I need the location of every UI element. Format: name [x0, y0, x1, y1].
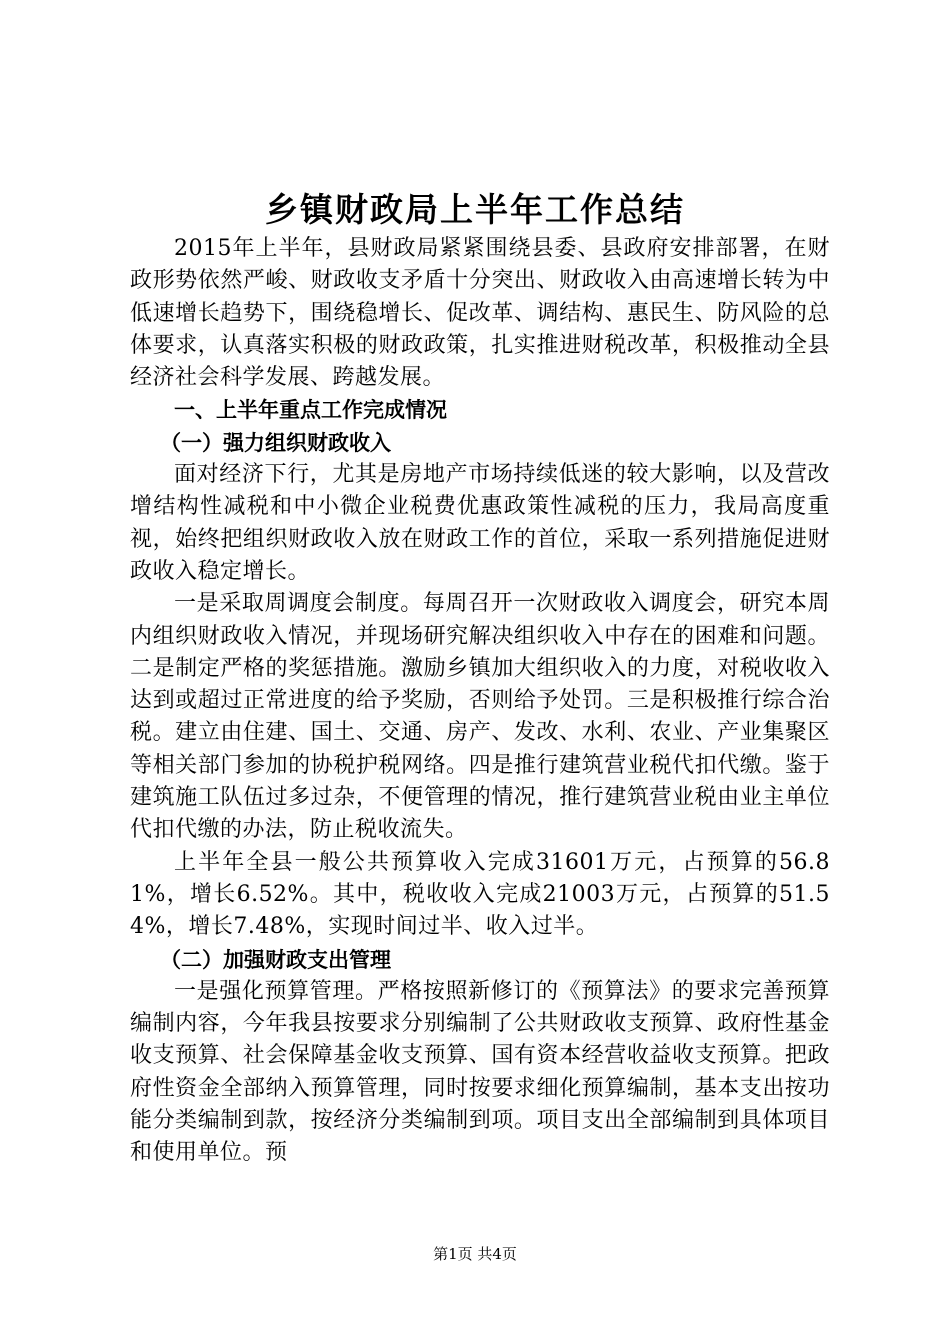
subsection-heading-1: （一）强力组织财政收入 — [160, 430, 391, 455]
document-title: 乡镇财政局上半年工作总结 — [265, 190, 685, 229]
subsection-heading-2: （二）加强财政支出管理 — [160, 947, 391, 972]
paragraph-revenue-measures: 一是采取周调度会制度。每周召开一次财政收入调度会，研究本周内组织财政收入情况，并现场研究解决组织收入中存在的困难和问题。二是制定严格的奖惩措施。激励乡镇加大组织收入的力度，对税收收入达到或超过正常进度的给予奖励，否则给予处罚。三是积极推行综合治税。建立由住建、国土、交通、房产、发改、水利、农业、产业集聚区等相关部门参加的协税护税网络。四是推行建筑营业税代扣代缴。鉴于建筑施工队伍过多过杂，不便管理的情况，推行建筑营业税由业主单位代扣代缴的办法，防止税收流失。 — [130, 591, 830, 843]
intro-paragraph: 2015年上半年，县财政局紧紧围绕县委、县政府安排部署，在财政形势依然严峻、财政收支矛盾十分突出、财政收入由高速增长转为中低速增长趋势下，围绕稳增长、促改革、调结构、惠民生、防风险的总体要求，认真落实积极的财政政策，扎实推进财税改革，积极推动全县经济社会科学发展、跨越发展。 — [130, 236, 830, 391]
page-footer: 第1页 共4页 — [433, 1245, 517, 1263]
section-heading-1: 一、上半年重点工作完成情况 — [174, 398, 447, 423]
paragraph-budget-management: 一是强化预算管理。严格按照新修订的《预算法》的要求完善预算编制内容，今年我县按要求分别编制了公共财政收支预算、政府性基金收支预算、社会保障基金收支预算、国有资本经营收益收支预算。把政府性资金全部纳入预算管理，同时按要求细化预算编制，基本支出按功能分类编制到款，按经济分类编制到项。项目支出全部编制到具体项目和使用单位。预 — [130, 978, 830, 1166]
document-body — [130, 233, 830, 1170]
paragraph-revenue-context: 面对经济下行，尤其是房地产市场持续低迷的较大影响，以及营改增结构性减税和中小微企业税费优惠政策性减税的压力，我局高度重视，始终把组织财政收入放在财政工作的首位，采取一系列措施促进财政收入稳定增长。 — [130, 462, 830, 584]
paragraph-revenue-results: 上半年全县一般公共预算收入完成31601万元，占预算的56.81%，增长6.52%。其中，税收收入完成21003万元，占预算的51.54%，增长7.48%，实现时间过半、收入过半。 — [130, 849, 830, 940]
